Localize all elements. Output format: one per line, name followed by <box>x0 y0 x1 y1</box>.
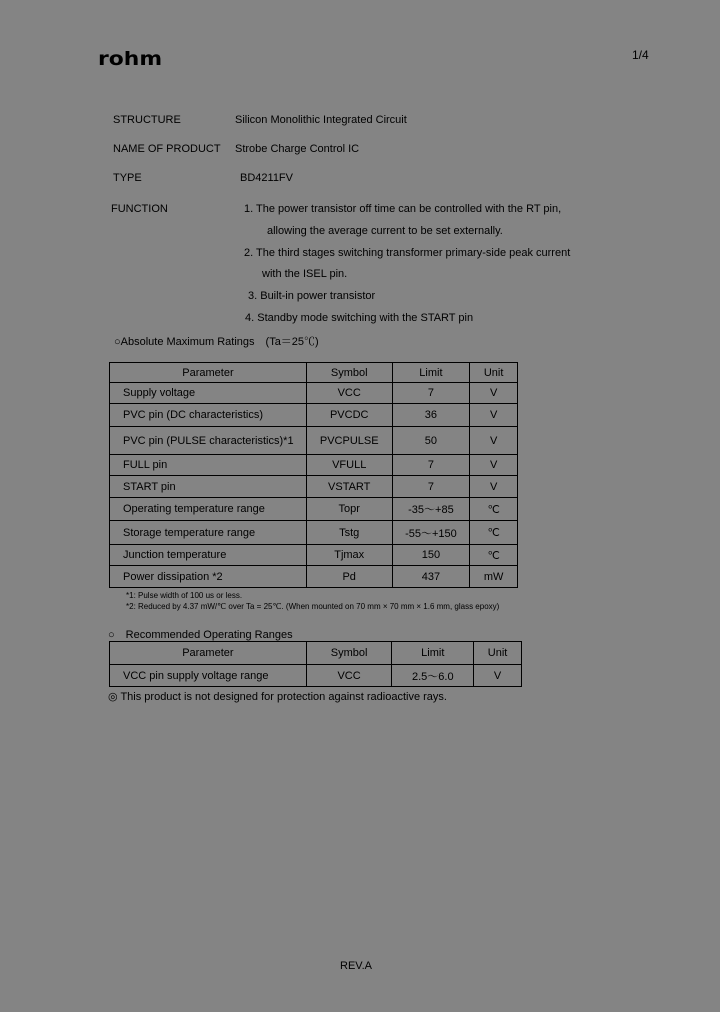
cell-limit: 36 <box>392 404 470 427</box>
cell-symbol: VFULL <box>306 455 392 476</box>
cell-limit: -55〜+150 <box>392 521 470 545</box>
table-row <box>110 476 518 498</box>
cell-parameter: VCC pin supply voltage range <box>110 665 307 687</box>
cell-limit: 50 <box>392 427 470 455</box>
table-row <box>110 545 518 566</box>
cell-limit: 7 <box>392 383 470 404</box>
cell-unit: V <box>470 427 518 455</box>
cell-symbol: VCC <box>306 383 392 404</box>
header-parameter: Parameter <box>110 642 307 665</box>
cell-symbol: VSTART <box>306 476 392 498</box>
header-unit: Unit <box>474 642 522 665</box>
type-value: BD4211FV <box>240 172 293 184</box>
cell-symbol: VCC <box>306 665 392 687</box>
header-unit: Unit <box>470 363 518 383</box>
function-line: 2. The third stages switching transformer primary-side peak current <box>244 247 571 259</box>
product-name-label: NAME OF PRODUCT <box>113 143 221 155</box>
structure-label: STRUCTURE <box>113 114 181 126</box>
function-line: 3. Built-in power transistor <box>248 290 376 302</box>
cell-unit: mW <box>470 566 518 588</box>
rec-op-title: ○ Recommended Operating Ranges <box>108 629 293 641</box>
cell-limit: 7 <box>392 476 470 498</box>
table-row <box>110 404 518 427</box>
cell-limit: 2.5〜6.0 <box>392 665 474 687</box>
cell-unit: V <box>470 455 518 476</box>
header-symbol: Symbol <box>306 363 392 383</box>
cell-unit: ℃ <box>470 498 518 521</box>
table-row <box>110 427 518 455</box>
table-row <box>110 566 518 588</box>
table-row <box>110 521 518 545</box>
cell-parameter: Storage temperature range <box>110 521 307 545</box>
cell-symbol: PVCPULSE <box>306 427 392 455</box>
header-parameter: Parameter <box>110 363 307 383</box>
cell-limit: 437 <box>392 566 470 588</box>
cell-unit: V <box>470 476 518 498</box>
structure-value: Silicon Monolithic Integrated Circuit <box>235 114 407 126</box>
type-label: TYPE <box>113 172 142 184</box>
cell-parameter: START pin <box>110 476 307 498</box>
cell-parameter: PVC pin (DC characteristics) <box>110 404 307 427</box>
function-line: 1. The power transistor off time can be controlled with the RT pin, <box>244 203 562 215</box>
cell-parameter: Power dissipation *2 <box>110 566 307 588</box>
table-row <box>110 455 518 476</box>
abs-max-table <box>109 362 518 588</box>
cell-symbol: Pd <box>306 566 392 588</box>
function-line: with the ISEL pin. <box>262 268 348 280</box>
table-row <box>110 498 518 521</box>
radiation-note: ◎ This product is not designed for protection against radioactive rays. <box>108 691 447 703</box>
product-name-value: Strobe Charge Control IC <box>235 143 360 155</box>
header-limit: Limit <box>392 642 474 665</box>
rec-op-table <box>109 641 522 687</box>
cell-unit: ℃ <box>470 521 518 545</box>
cell-symbol: PVCDC <box>306 404 392 427</box>
function-label: FUNCTION <box>111 203 168 215</box>
footnote-2: *2: Reduced by 4.37 mW/℃ over Ta = 25℃. (When mounted on 70 mm × 70 mm × 1.6 mm, glass epoxy) <box>126 602 500 611</box>
cell-symbol: Tstg <box>306 521 392 545</box>
cell-parameter: Operating temperature range <box>110 498 307 521</box>
function-line: allowing the average current to be set externally. <box>267 225 503 237</box>
footnote-1: *1: Pulse width of 100 us or less. <box>126 591 243 600</box>
table-header-row <box>110 642 522 665</box>
cell-parameter: FULL pin <box>110 455 307 476</box>
header-symbol: Symbol <box>306 642 392 665</box>
cell-unit: V <box>470 404 518 427</box>
abs-max-title: ○Absolute Maximum Ratings (Ta＝25℃) <box>114 336 319 348</box>
table-header-row <box>110 363 518 383</box>
cell-parameter: Junction temperature <box>110 545 307 566</box>
header-limit: Limit <box>392 363 470 383</box>
cell-unit: ℃ <box>470 545 518 566</box>
cell-symbol: Topr <box>306 498 392 521</box>
cell-parameter: PVC pin (PULSE characteristics)*1 <box>110 427 307 455</box>
cell-limit: -35〜+85 <box>392 498 470 521</box>
cell-symbol: Tjmax <box>306 545 392 566</box>
page-number: 1/4 <box>632 48 649 62</box>
table-row <box>110 665 522 687</box>
revision-label: REV.A <box>340 960 373 972</box>
rohm-logo: rohm <box>98 48 163 70</box>
cell-limit: 150 <box>392 545 470 566</box>
cell-limit: 7 <box>392 455 470 476</box>
function-line: 4. Standby mode switching with the START pin <box>245 312 474 324</box>
cell-unit: V <box>470 383 518 404</box>
table-row <box>110 383 518 404</box>
cell-parameter: Supply voltage <box>110 383 307 404</box>
cell-unit: V <box>474 665 522 687</box>
